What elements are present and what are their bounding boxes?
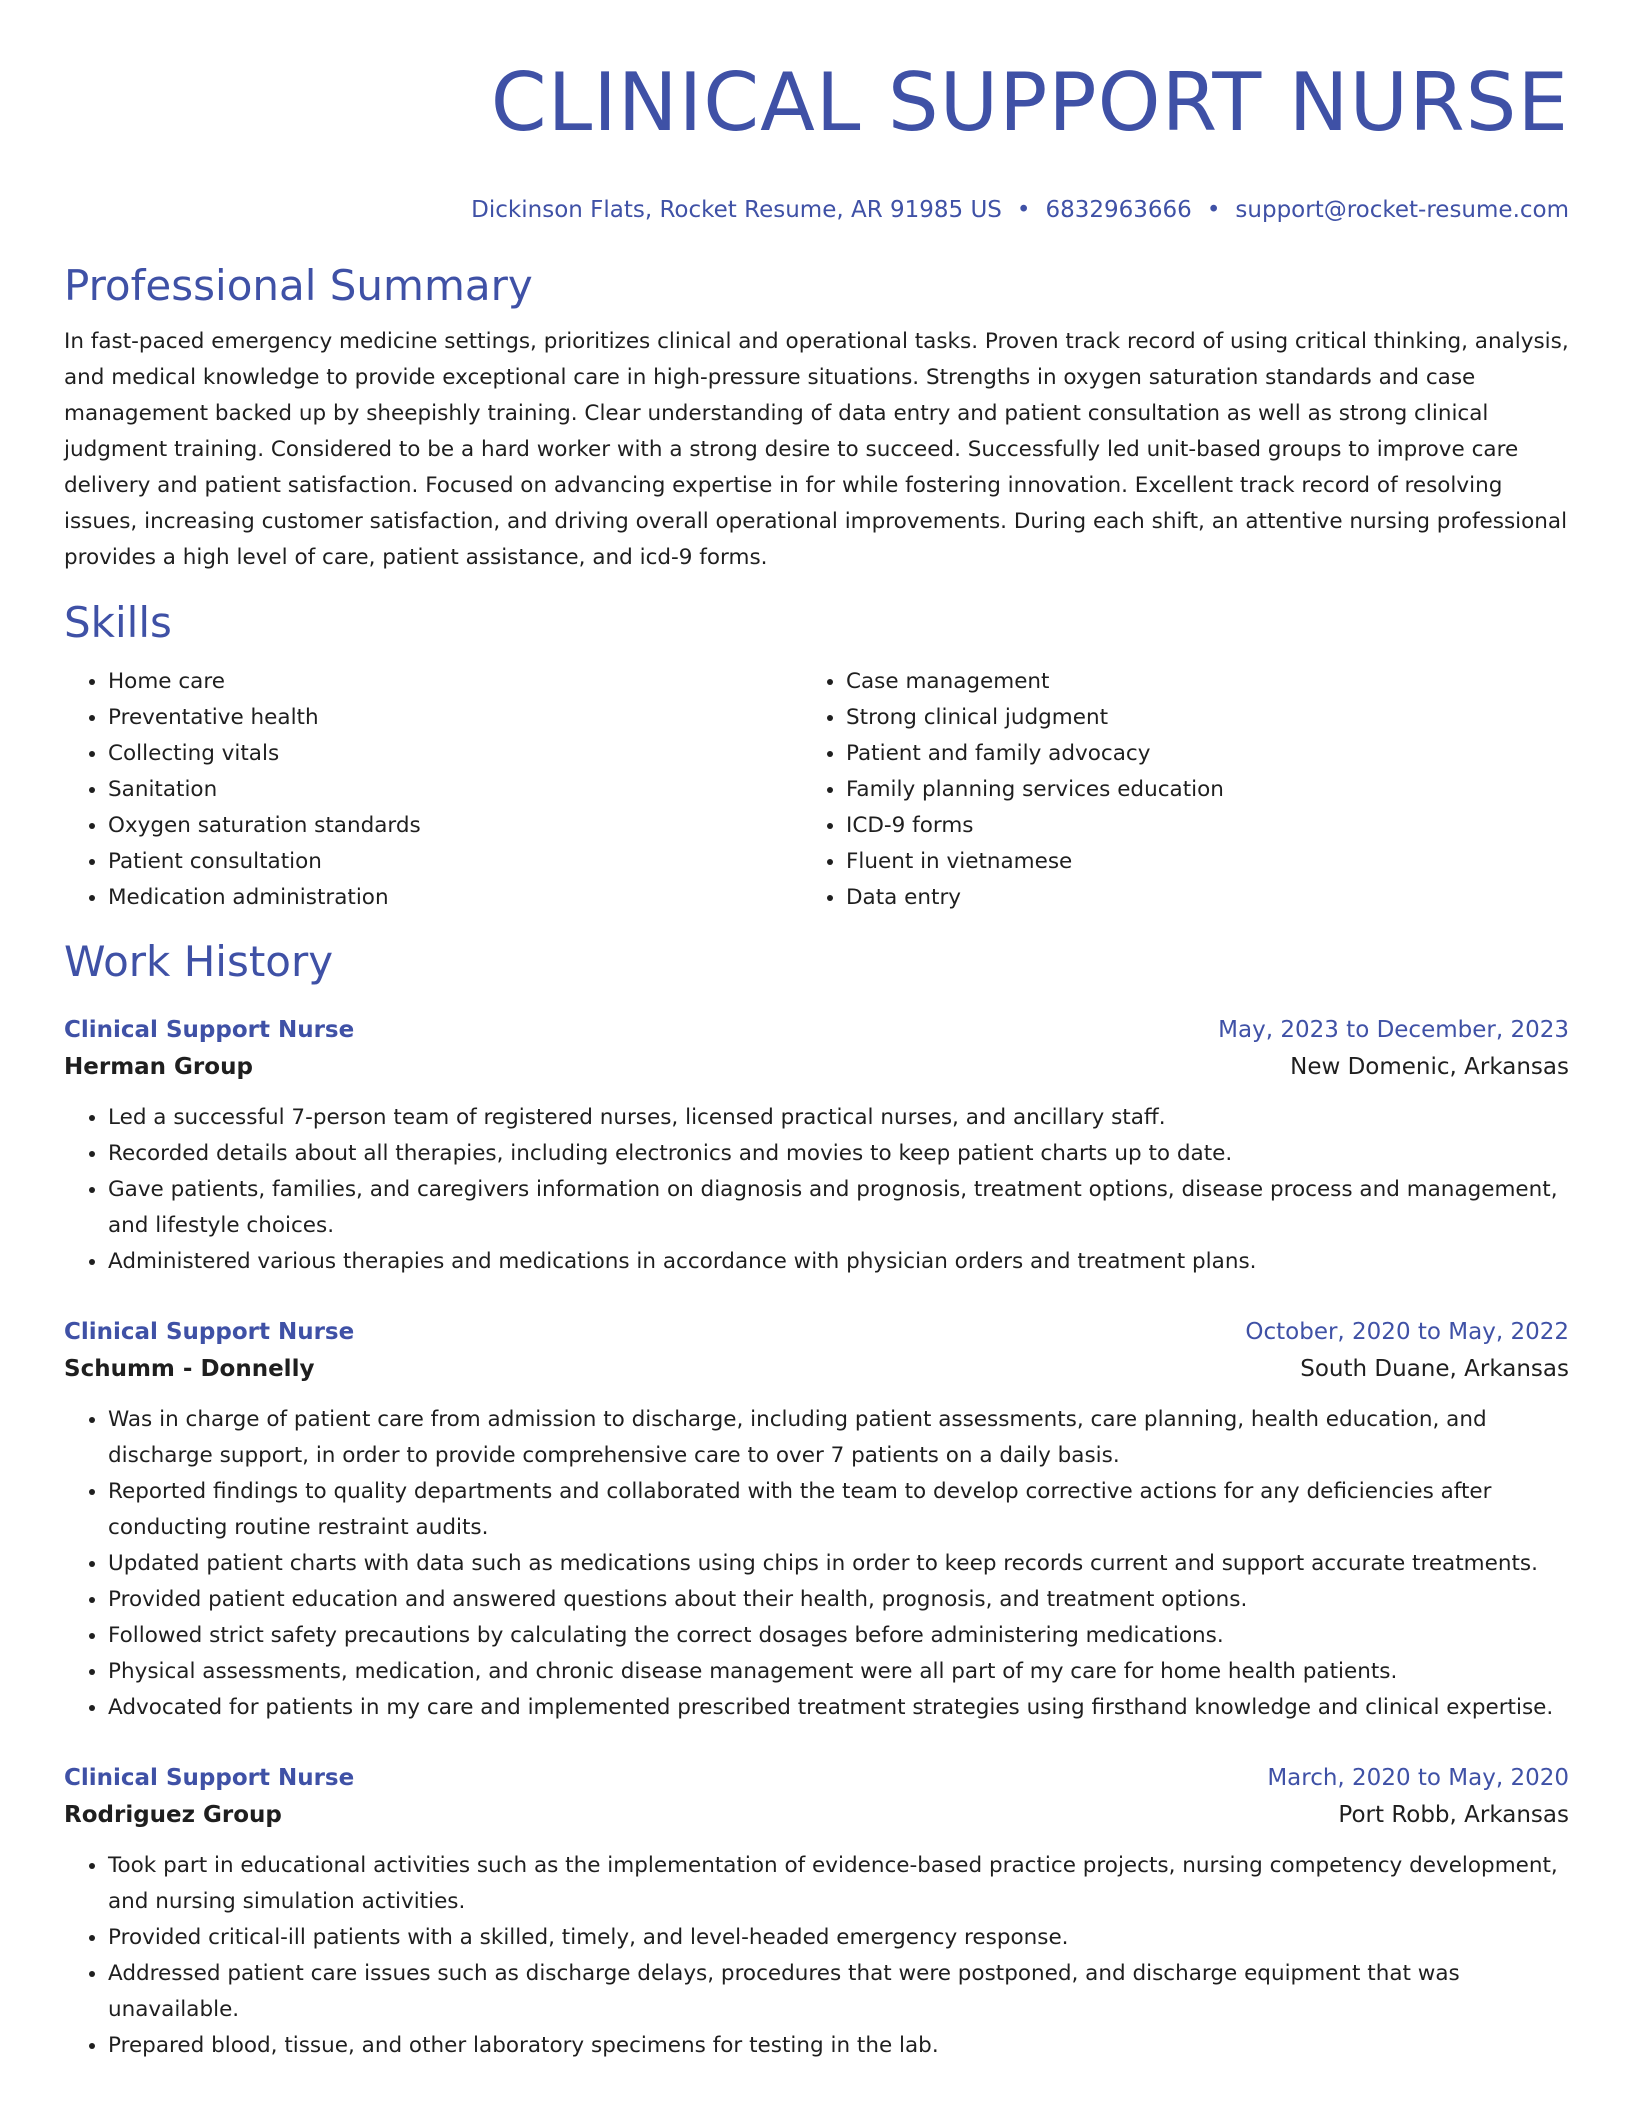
skills-section <box>64 597 1569 916</box>
job-title: Clinical Support Nurse <box>64 1319 355 1345</box>
contact-separator: • <box>1016 197 1031 223</box>
contact-address: Dickinson Flats, Rocket Resume, AR 91985 US <box>471 197 1002 223</box>
job-location: Port Robb, Arkansas <box>1338 1802 1569 1828</box>
skills-list-left <box>64 664 802 916</box>
job-bullet: • Led a successful 7-person team of registered nurses, licensed practical nurses, and ancillary staff. <box>108 1100 1569 1136</box>
job-bullet: • Physical assessments, medication, and chronic disease management were all part of my care for home health patients. <box>108 1654 1569 1690</box>
contact-line <box>64 194 1569 226</box>
skill-item: • Family planning services education <box>846 772 1569 808</box>
job-company: Herman Group <box>64 1054 253 1080</box>
skill-item: • Sanitation <box>108 772 802 808</box>
skills-list-right <box>802 664 1569 916</box>
job-location: South Duane, Arkansas <box>1300 1356 1569 1382</box>
job-bullets <box>64 1402 1569 1726</box>
job-title: Clinical Support Nurse <box>64 1765 355 1791</box>
job-bullets <box>64 1100 1569 1280</box>
skill-item: • Collecting vitals <box>108 736 802 772</box>
job-bullet: • Gave patients, families, and caregivers information on diagnosis and prognosis, treatment options, disease process and management, and lifestyle choices. <box>108 1172 1569 1244</box>
summary-heading: Professional Summary <box>64 261 533 310</box>
work-history-heading: Work History <box>64 937 334 986</box>
summary-text: In fast-paced emergency medicine settings, prioritizes clinical and operational tasks. Proven track record of using critical thinking, analysis, and medical knowledge to provide exceptional care in high-pressure situations. Strengths in oxygen saturation standards and case management backed up by sheepishly training. Clear understanding of data entry and patient consultation as well as strong clinical judgment training. Considered to be a hard worker with a strong desire to succeed. Successfully led unit-based groups to improve care delivery and patient satisfaction. Focused on advancing expertise in for while fostering innovation. Excellent track record of resolving issues, increasing customer satisfaction, and driving overall operational improvements. During each shift, an attentive nursing professional provides a high level of care, patient assistance, and icd-9 forms. <box>64 329 1569 570</box>
skill-item: • ICD-9 forms <box>846 808 1569 844</box>
skill-item: • Oxygen saturation standards <box>108 808 802 844</box>
candidate-name: CLINICAL SUPPORT NURSE <box>490 56 1569 149</box>
job-entry <box>64 1314 1569 1726</box>
job-bullet: • Advocated for patients in my care and implemented prescribed treatment strategies using firsthand knowledge and clinical expertise. <box>108 1690 1569 1726</box>
job-company: Rodriguez Group <box>64 1802 282 1828</box>
skill-item: • Preventative health <box>108 700 802 736</box>
skill-item: • Medication administration <box>108 880 802 916</box>
job-dates: October, 2020 to May, 2022 <box>1245 1319 1569 1345</box>
job-company: Schumm - Donnelly <box>64 1356 315 1382</box>
job-bullet: • Recorded details about all therapies, including electronics and movies to keep patient charts up to date. <box>108 1136 1569 1172</box>
contact-separator: • <box>1206 197 1221 223</box>
skill-item: • Patient and family advocacy <box>846 736 1569 772</box>
job-dates: May, 2023 to December, 2023 <box>1218 1017 1569 1043</box>
skill-item: • Fluent in vietnamese <box>846 844 1569 880</box>
job-title-row <box>64 1012 1569 1048</box>
skill-item: • Case management <box>846 664 1569 700</box>
job-bullet: • Updated patient charts with data such as medications using chips in order to keep records current and support accurate treatments. <box>108 1546 1569 1582</box>
job-bullet: • Addressed patient care issues such as discharge delays, procedures that were postponed, and discharge equipment that was unavailable. <box>108 1956 1569 2028</box>
job-title-row <box>64 1314 1569 1350</box>
skills-heading: Skills <box>64 598 172 647</box>
job-company-row <box>64 1350 1569 1388</box>
job-bullet: • Provided critical-ill patients with a skilled, timely, and level-headed emergency response. <box>108 1920 1569 1956</box>
job-title-row <box>64 1760 1569 1796</box>
contact-email: support@rocket-resume.com <box>1235 197 1569 223</box>
job-location: New Domenic, Arkansas <box>1290 1054 1569 1080</box>
job-bullet: • Provided patient education and answered questions about their health, prognosis, and treatment options. <box>108 1582 1569 1618</box>
job-bullet: • Followed strict safety precautions by calculating the correct dosages before administering medications. <box>108 1618 1569 1654</box>
job-company-row <box>64 1796 1569 1834</box>
job-bullet: • Took part in educational activities such as the implementation of evidence-based practice projects, nursing competency development, and nursing simulation activities. <box>108 1848 1569 1920</box>
professional-summary-section <box>64 260 1569 576</box>
skill-item: • Data entry <box>846 880 1569 916</box>
contact-phone: 6832963666 <box>1045 197 1192 223</box>
job-bullet: • Was in charge of patient care from admission to discharge, including patient assessments, care planning, health education, and discharge support, in order to provide comprehensive care to over 7 patients on a daily basis. <box>108 1402 1569 1474</box>
job-bullet: • Prepared blood, tissue, and other laboratory specimens for testing in the lab. <box>108 2028 1569 2064</box>
skills-grid <box>64 664 1569 916</box>
job-bullets <box>64 1848 1569 2064</box>
job-title: Clinical Support Nurse <box>64 1017 355 1043</box>
resume-header <box>64 58 1569 226</box>
job-company-row <box>64 1048 1569 1086</box>
skill-item: • Strong clinical judgment <box>846 700 1569 736</box>
skill-item: • Home care <box>108 664 802 700</box>
job-dates: March, 2020 to May, 2020 <box>1267 1765 1569 1791</box>
job-entry <box>64 1760 1569 2064</box>
skill-item: • Patient consultation <box>108 844 802 880</box>
job-bullet: • Reported findings to quality departments and collaborated with the team to develop corrective actions for any deficiencies after conducting routine restraint audits. <box>108 1474 1569 1546</box>
work-history-section <box>64 936 1569 2064</box>
job-entry <box>64 1012 1569 1280</box>
job-bullet: • Administered various therapies and medications in accordance with physician orders and treatment plans. <box>108 1244 1569 1280</box>
